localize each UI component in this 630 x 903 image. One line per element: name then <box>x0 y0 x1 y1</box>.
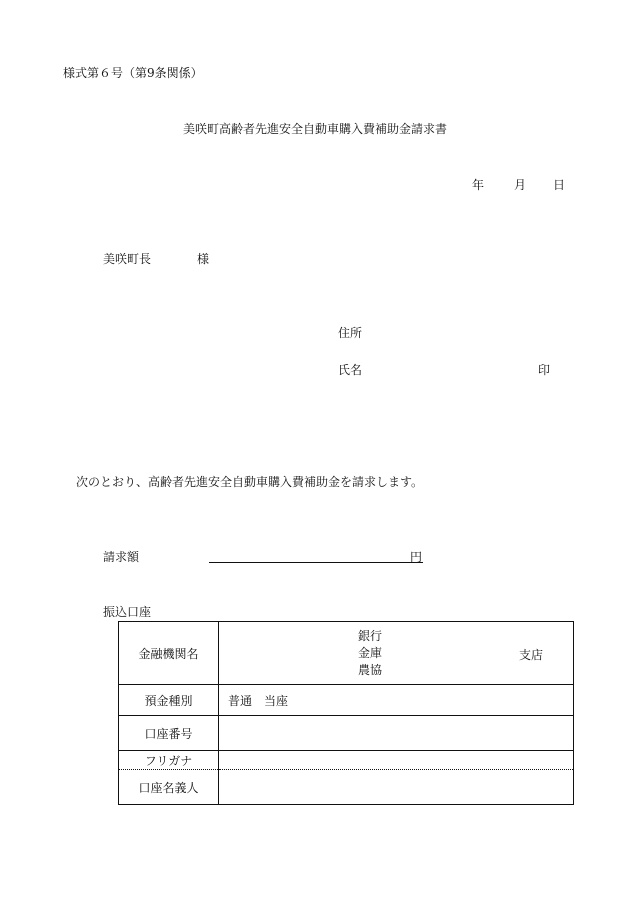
institution-type-bank: 銀行 <box>358 629 383 643</box>
account-holder-field[interactable] <box>219 770 574 805</box>
document-title: 美咲町高齢者先進安全自動車購入費補助金請求書 <box>182 122 447 136</box>
institution-type-shinkin: 金庫 <box>358 646 383 660</box>
deposit-type-options[interactable]: 普通 当座 <box>219 685 574 716</box>
furigana-label: フリガナ <box>119 751 219 770</box>
institution-type-list <box>358 628 382 679</box>
date-day-label: 日 <box>553 178 566 192</box>
institution-field[interactable] <box>219 622 574 685</box>
request-statement: 次のとおり、高齢者先進安全自動車購入費補助金を請求します。 <box>76 475 424 489</box>
applicant-name-label: 氏名 <box>338 363 363 377</box>
table-row <box>119 770 574 805</box>
bank-account-table <box>118 621 574 805</box>
form-number: 様式第６号（第9条関係） <box>63 66 203 80</box>
seal-mark: 印 <box>538 363 551 377</box>
institution-type-ja: 農協 <box>358 663 383 677</box>
furigana-field[interactable] <box>219 751 574 770</box>
branch-label: 支店 <box>519 648 544 662</box>
amount-unit: 円 <box>410 550 423 564</box>
amount-underline[interactable] <box>209 561 423 563</box>
account-holder-label: 口座名義人 <box>119 770 219 805</box>
addressee-name: 美咲町長 <box>103 252 152 266</box>
institution-label: 金融機関名 <box>119 622 219 685</box>
table-row <box>119 751 574 770</box>
transfer-account-label: 振込口座 <box>103 605 152 619</box>
table-row <box>119 685 574 716</box>
account-number-label: 口座番号 <box>119 716 219 751</box>
applicant-address-label: 住所 <box>338 326 363 340</box>
account-number-field[interactable] <box>219 716 574 751</box>
date-year-label: 年 <box>472 178 485 192</box>
table-row <box>119 622 574 685</box>
table-row <box>119 716 574 751</box>
addressee-suffix: 様 <box>197 252 210 266</box>
amount-label: 請求額 <box>103 550 140 564</box>
date-month-label: 月 <box>514 178 527 192</box>
deposit-type-label: 預金種別 <box>119 685 219 716</box>
